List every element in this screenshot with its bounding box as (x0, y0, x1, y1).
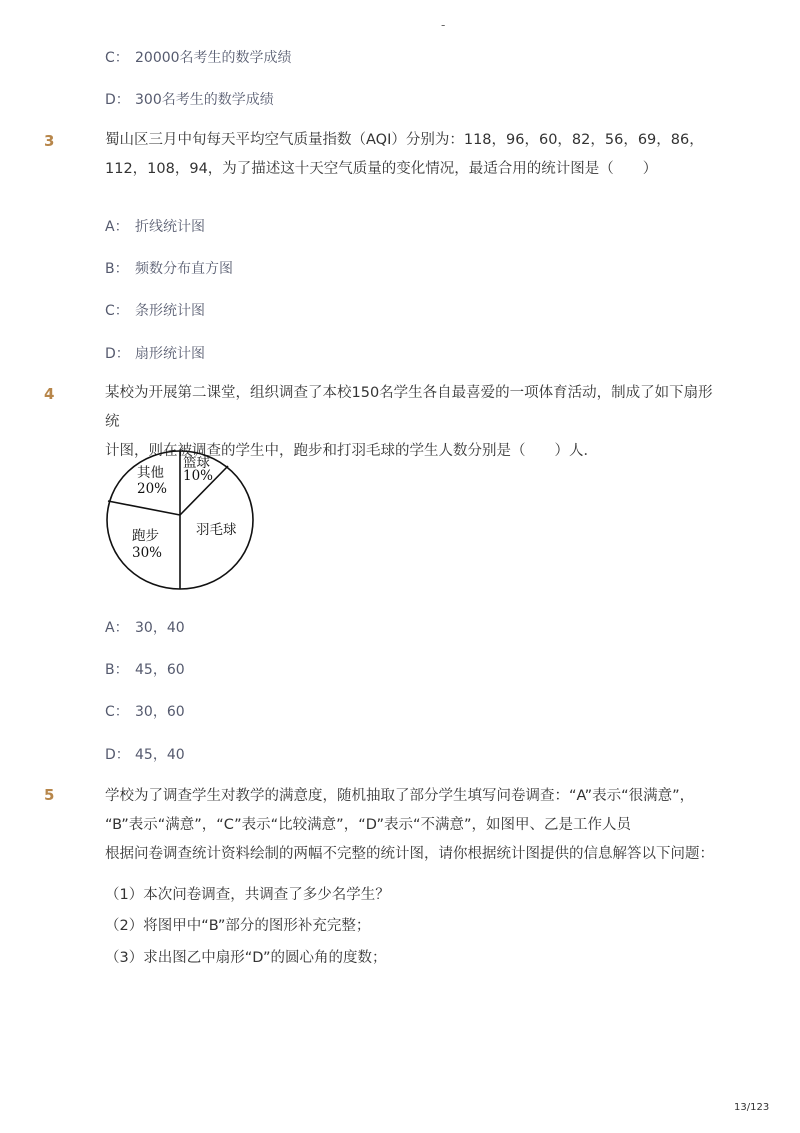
q4-option-b[interactable] (105, 659, 185, 679)
pie-label-basketball: 篮球 (183, 455, 210, 471)
option-text: 45，40 (135, 747, 185, 763)
pie-label-other: 其他 (137, 465, 164, 481)
q4-option-c[interactable] (105, 701, 185, 721)
option-label: A： (105, 219, 129, 235)
pie-value-other: 20% (137, 481, 168, 497)
option-label: D： (105, 346, 130, 362)
q3-option-d[interactable] (105, 343, 205, 363)
option-text: 300名考生的数学成绩 (135, 92, 274, 108)
option-text: 频数分布直方图 (135, 261, 233, 277)
q3-stem-line: 蜀山区三月中旬每天平均空气质量指数（AQI）分别为：118，96，60，82，56，69，86， (105, 132, 704, 148)
q3-stem (105, 126, 725, 184)
q3-option-a[interactable] (105, 216, 205, 236)
page-number: 13/123 (734, 1102, 770, 1113)
q2-option-d[interactable] (105, 89, 274, 109)
q5-stem-line: “B”表示“满意”，“C”表示“比较满意”，“D”表示“不满意”，如图甲、乙是工作人员 (105, 817, 632, 833)
q4-number: 4 (44, 385, 55, 403)
option-text: 折线统计图 (135, 219, 205, 235)
option-text: 45，60 (135, 662, 185, 678)
q4-stem-line: 某校为开展第二课堂，组织调查了本校150名学生各自最喜爱的一项体育活动，制成了如下扇形统 (105, 385, 713, 430)
q4-option-a[interactable] (105, 617, 185, 637)
q5-stem (105, 782, 725, 869)
q4-stem-line: 计图，则在被调查的学生中，跑步和打羽毛球的学生人数分别是（ ）人． (105, 443, 598, 459)
pie-value-running: 30% (132, 545, 163, 561)
option-text: 30，60 (135, 704, 185, 720)
q5-number: 5 (44, 786, 55, 804)
q4-option-d[interactable] (105, 744, 185, 764)
q5-sub-question-2: （2）将图甲中“B”部分的图形补充完整； (105, 918, 371, 934)
option-text: 条形统计图 (135, 303, 205, 319)
option-label: A： (105, 620, 129, 636)
option-label: B： (105, 662, 129, 678)
option-text: 扇形统计图 (135, 346, 205, 362)
option-label: B： (105, 261, 129, 277)
q2-option-c[interactable] (105, 47, 292, 67)
q5-sub-question-1: （1）本次问卷调查，共调查了多少名学生？ (105, 887, 390, 903)
q5-sub-question-3: （3）求出图乙中扇形“D”的圆心角的度数； (105, 950, 387, 966)
option-label: C： (105, 50, 129, 66)
header-dash: - (441, 18, 446, 32)
option-text: 20000名考生的数学成绩 (135, 50, 292, 66)
option-label: C： (105, 704, 129, 720)
option-label: D： (105, 747, 130, 763)
q4-pie-chart (104, 449, 264, 591)
option-label: C： (105, 303, 129, 319)
pie-divider-left (108, 501, 180, 515)
q3-option-b[interactable] (105, 258, 233, 278)
q3-number: 3 (44, 132, 55, 150)
q3-option-c[interactable] (105, 300, 205, 320)
pie-label-running: 跑步 (132, 528, 159, 544)
q5-stem-line: 根据问卷调查统计资料绘制的两幅不完整的统计图，请你根据统计图提供的信息解答以下问题： (105, 846, 714, 862)
q5-stem-line: 学校为了调查学生对教学的满意度，随机抽取了部分学生填写问卷调查：“A”表示“很满意”， (105, 788, 695, 804)
option-label: D： (105, 92, 130, 108)
option-text: 30，40 (135, 620, 185, 636)
pie-label-badminton: 羽毛球 (196, 522, 237, 538)
pie-value-basketball: 10% (183, 468, 214, 484)
q3-stem-line: 112，108，94，为了描述这十天空气质量的变化情况，最适合用的统计图是（ ） (105, 161, 658, 177)
